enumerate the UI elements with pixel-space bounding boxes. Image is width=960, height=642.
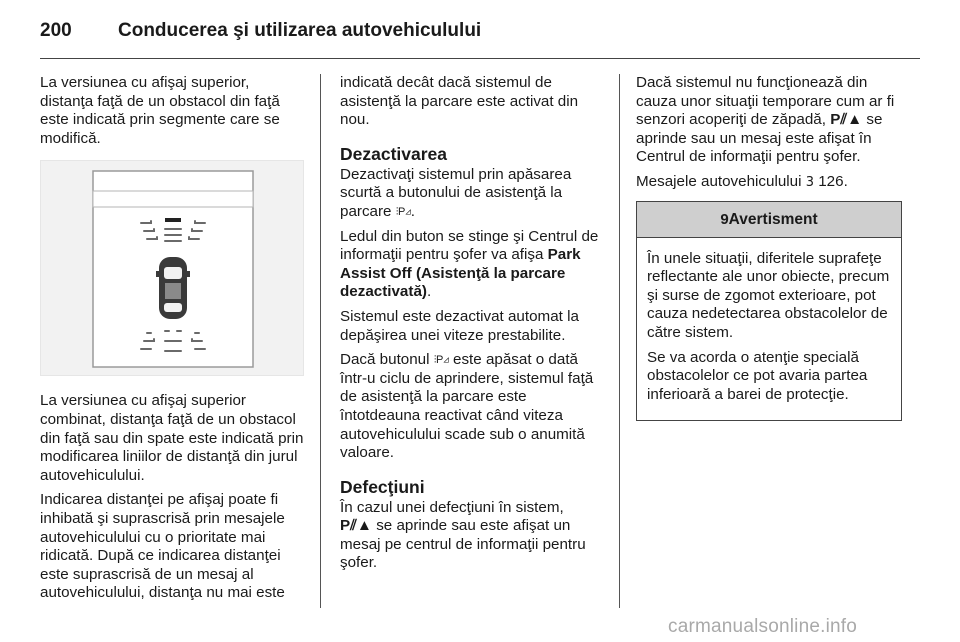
warning-title: Avertisment [728, 210, 818, 228]
park-assist-off-message: Park Assist Off (Asistenţă la parcare dezactivată) [340, 246, 581, 301]
paragraph: Dezactivaţi sistemul prin apăsarea scurtă a butonului de asistenţă la parcare ⫶P◿. [340, 165, 572, 220]
warning-paragraph: Se va acorda o atenţie specială obstacolelor ce pot avaria partea inferioară a barei de protecţie. [647, 348, 868, 403]
page-reference-link[interactable]: 126. [818, 172, 848, 190]
parking-display-illustration [40, 160, 304, 376]
park-assist-button-icon: ⫶P◿ [395, 205, 411, 218]
page-title: Conducerea şi utilizarea autovehiculului [118, 20, 482, 41]
warning-body [637, 238, 901, 421]
park-assist-button-icon: ⫶P◿ [433, 354, 449, 367]
header-divider [40, 58, 920, 59]
paragraph: Indicarea distanţei pe afişaj poate fi inhibată şi suprascrisă prin mesajele autovehiculului cu o prioritate mai ridicată. După ce indicarea distanţei este suprascrisă de un mesaj al autovehiculului, distanţa nu mai este [40, 491, 285, 602]
column-divider-2 [619, 74, 620, 608]
page-number: 200 [40, 20, 72, 41]
paragraph: Sistemul este dezactivat automat la depăşirea unei viteze prestabilite. [340, 307, 579, 344]
paragraph: La versiunea cu afişaj superior, distanţa faţă de un obstacol din faţă este indicată prin segmente care se modifică. [40, 74, 280, 147]
paragraph: indicată decât dacă sistemul de asistenţă la parcare este activat din nou. [340, 74, 579, 129]
paragraph: În cazul unei defecţiuni în sistem, P⫽▲ se aprinde sau este afişat un mesaj pe centrul de informaţii pentru şofer. [340, 498, 586, 572]
paragraph: Mesajele autovehiculului 3 126. [636, 172, 848, 190]
watermark: carmanualsonline.info [668, 616, 858, 637]
paragraph: Dacă sistemul nu funcţionează din cauza unor situaţii temporare cum ar fi senzori acoperiţi de zăpadă, P⫽▲ se aprinde sau un mesaj este afişat în Centrul de informaţii pentru şofer. [636, 74, 895, 166]
column-3 [636, 74, 904, 421]
paragraph: Ledul din buton se stinge şi Centrul de informaţii pentru şofer va afişa Park Assist Off (Asistenţă la parcare dezactivată). [340, 227, 599, 301]
warning-triangle-icon: 9 [720, 210, 729, 228]
paragraph: Dacă butonul ⫶P◿ este apăsat o dată într-u ciclu de aprindere, sistemul faţă de asistenţă la parcare este întotdeauna reactivat când viteza autovehiculului scade sub o anumită valoare. [340, 351, 594, 462]
paragraph: La versiunea cu afişaj superior combinat, distanţa faţă de un obstacol din faţă sau din spate este indicată prin modificarea liniilor de distanţă din jurul autovehiculului. [40, 392, 304, 484]
warning-header [637, 202, 901, 238]
column-1 [40, 74, 304, 609]
page-reference-arrow-icon: 3 [805, 174, 814, 190]
column-2 [340, 74, 604, 579]
park-assist-fault-icon: P⫽▲ [340, 517, 372, 535]
warning-box [636, 201, 902, 422]
section-heading-deactivation: Dezactivarea [340, 143, 448, 164]
warning-paragraph: În unele situaţii, diferitele suprafeţe reflectante ale unor obiecte, precum şi surse de zgomot exterioare, pot cauza nedetectarea obstacolelor de către sistem. [647, 249, 890, 341]
section-heading-faults: Defecţiuni [340, 476, 425, 497]
park-assist-fault-icon: P⫽▲ [830, 111, 863, 129]
page-header [40, 14, 920, 62]
column-divider-1 [320, 74, 321, 608]
